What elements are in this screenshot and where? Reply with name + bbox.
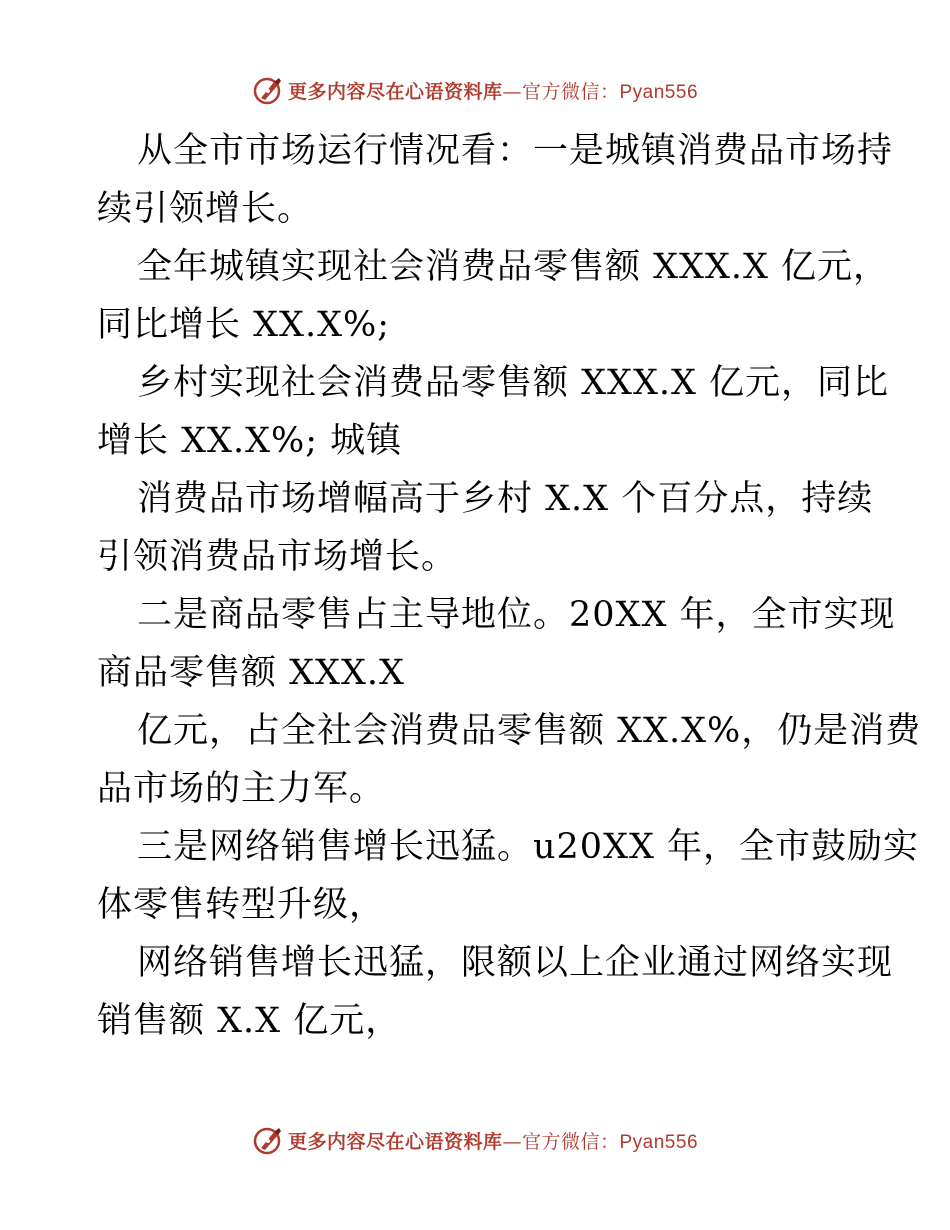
paragraph-line: 亿元，占全社会消费品零售额 XX.X%，仍是消费 (137, 711, 922, 751)
paragraph-line: 商品零售额 XXX.X (97, 653, 405, 693)
paragraph-line: 二是商品零售占主导地位。20XX 年，全市实现 (137, 595, 896, 635)
footer-wechat-label: 官方微信： (521, 1130, 620, 1153)
paragraph-line: 品市场的主力军。 (97, 769, 386, 809)
header-wechat-label: 官方微信： (521, 80, 620, 103)
pen-nib-logo-icon (252, 74, 284, 106)
paragraph-line: 引领消费品市场增长。 (97, 537, 458, 577)
footer-banner-title: 更多内容尽在心语资料库 (287, 1130, 503, 1153)
paragraph-line: 续引领增长。 (97, 189, 314, 229)
paragraph-line: 消费品市场增幅高于乡村 X.X 个百分点，持续 (137, 479, 874, 519)
paragraph (97, 238, 890, 354)
header-banner-separator: — (502, 80, 522, 103)
header-banner (0, 70, 950, 110)
footer-wechat-id: Pyan556 (619, 1131, 699, 1153)
footer-banner-text (288, 1127, 698, 1154)
paragraph-line: 从全市市场运行情况看：一是城镇消费品市场持 (137, 131, 894, 171)
paragraph-line: 同比增长 XX.X%; (97, 305, 391, 345)
document-body (97, 122, 922, 1050)
paragraph-line: 乡村实现社会消费品零售额 XXX.X 亿元，同比 (137, 363, 890, 403)
paragraph (97, 702, 922, 818)
footer-banner (0, 1120, 950, 1160)
paragraph-line: 销售额 X.X 亿元， (97, 1001, 402, 1041)
paragraph-line: 三是网络销售增长迅猛。u20XX 年，全市鼓励实 (137, 827, 920, 867)
paragraph (97, 818, 920, 934)
paragraph-line: 网络销售增长迅猛，限额以上企业通过网络实现 (137, 943, 894, 983)
footer-banner-separator: — (502, 1130, 522, 1153)
header-banner-title: 更多内容尽在心语资料库 (287, 80, 503, 103)
paragraph-line: 增长 XX.X%; 城镇 (97, 421, 403, 461)
paragraph-line: 全年城镇实现社会消费品零售额 XXX.X 亿元， (137, 247, 890, 287)
paragraph-line: 体零售转型升级， (97, 885, 386, 925)
paragraph (97, 934, 894, 1050)
paragraph (97, 122, 894, 238)
paragraph (97, 586, 896, 702)
header-banner-text (288, 77, 698, 104)
pen-nib-logo-icon (252, 1124, 284, 1156)
paragraph (97, 354, 890, 470)
header-wechat-id: Pyan556 (619, 81, 699, 103)
paragraph (97, 470, 874, 586)
